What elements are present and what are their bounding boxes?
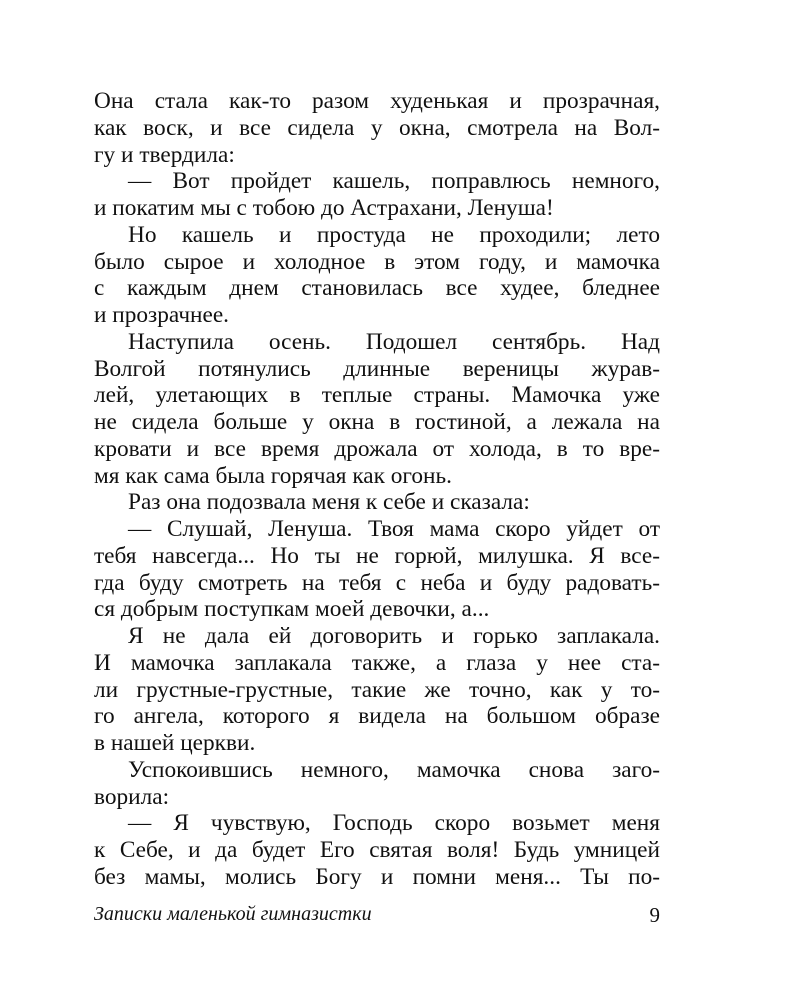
text-line: к Себе, и да будет Его святая воля! Будь умницей	[94, 837, 660, 863]
body-text	[94, 88, 660, 891]
text-line: гу и твердила:	[94, 141, 235, 168]
text-line: тебя навсегда... Но ты не горюй, милушка. Я все-	[94, 542, 660, 569]
text-line: Наступила осень. Подошел сентябрь. Над	[128, 328, 660, 355]
text-line: — Слушай, Ленуша. Твоя мама скоро уйдет от	[128, 516, 660, 542]
text-line: Но кашель и простуда не проходили; лето	[128, 221, 660, 248]
text-line: лей, улетающих в теплые страны. Мамочка уже	[94, 382, 660, 409]
text-line: гда буду смотреть на тебя с неба и буду радовать-	[94, 569, 660, 596]
text-line: Я не дала ей договорить и горько заплакала.	[128, 623, 660, 649]
text-line: — Вот пройдет кашель, поправлюсь немного,	[128, 168, 660, 195]
text-line: Успокоившись немного, мамочка снова заго-	[128, 756, 660, 783]
book-title: Записки маленькой гимназистки	[94, 903, 372, 925]
text-line: не сидела больше у окна в гостиной, а лежала на	[94, 409, 660, 435]
text-line: и прозрачнее.	[94, 302, 230, 328]
text-line: было сырое и холодное в этом году, и мамочка	[94, 248, 660, 275]
text-line: ся добрым поступкам моей девочки, а...	[94, 596, 490, 623]
text-line: ворила:	[94, 783, 170, 810]
text-line: Раз она подозвала меня к себе и сказала:	[128, 489, 530, 516]
text-line: мя как сама была горячая как огонь.	[94, 462, 452, 489]
text-line: Волгой потянулись длинные вереницы журав-	[94, 355, 660, 382]
text-line: ли грустные-грустные, такие же точно, как у то-	[94, 676, 660, 703]
text-line: в нашей церкви.	[94, 730, 256, 756]
text-line: — Я чувствую, Господь скоро возьмет меня	[128, 810, 660, 837]
text-line: И мамочка заплакала также, а глаза у нее ста-	[94, 649, 660, 676]
text-line: го ангела, которого я видела на большом образе	[94, 703, 660, 730]
text-line: кровати и все время дрожала от холода, в то вре-	[94, 435, 660, 462]
page-footer	[94, 903, 660, 931]
text-line: с каждым днем становилась все худее, бледнее	[94, 275, 660, 302]
text-line: и покатим мы с тобою до Астрахани, Ленуша!	[94, 195, 554, 221]
page-number: 9	[649, 903, 660, 927]
text-line: без мамы, молись Богу и помни меня... Ты по-	[94, 863, 660, 890]
text-line: Она стала как-то разом худенькая и прозрачная,	[94, 88, 660, 114]
text-line: как воск, и все сидела у окна, смотрела на Вол-	[94, 114, 660, 141]
